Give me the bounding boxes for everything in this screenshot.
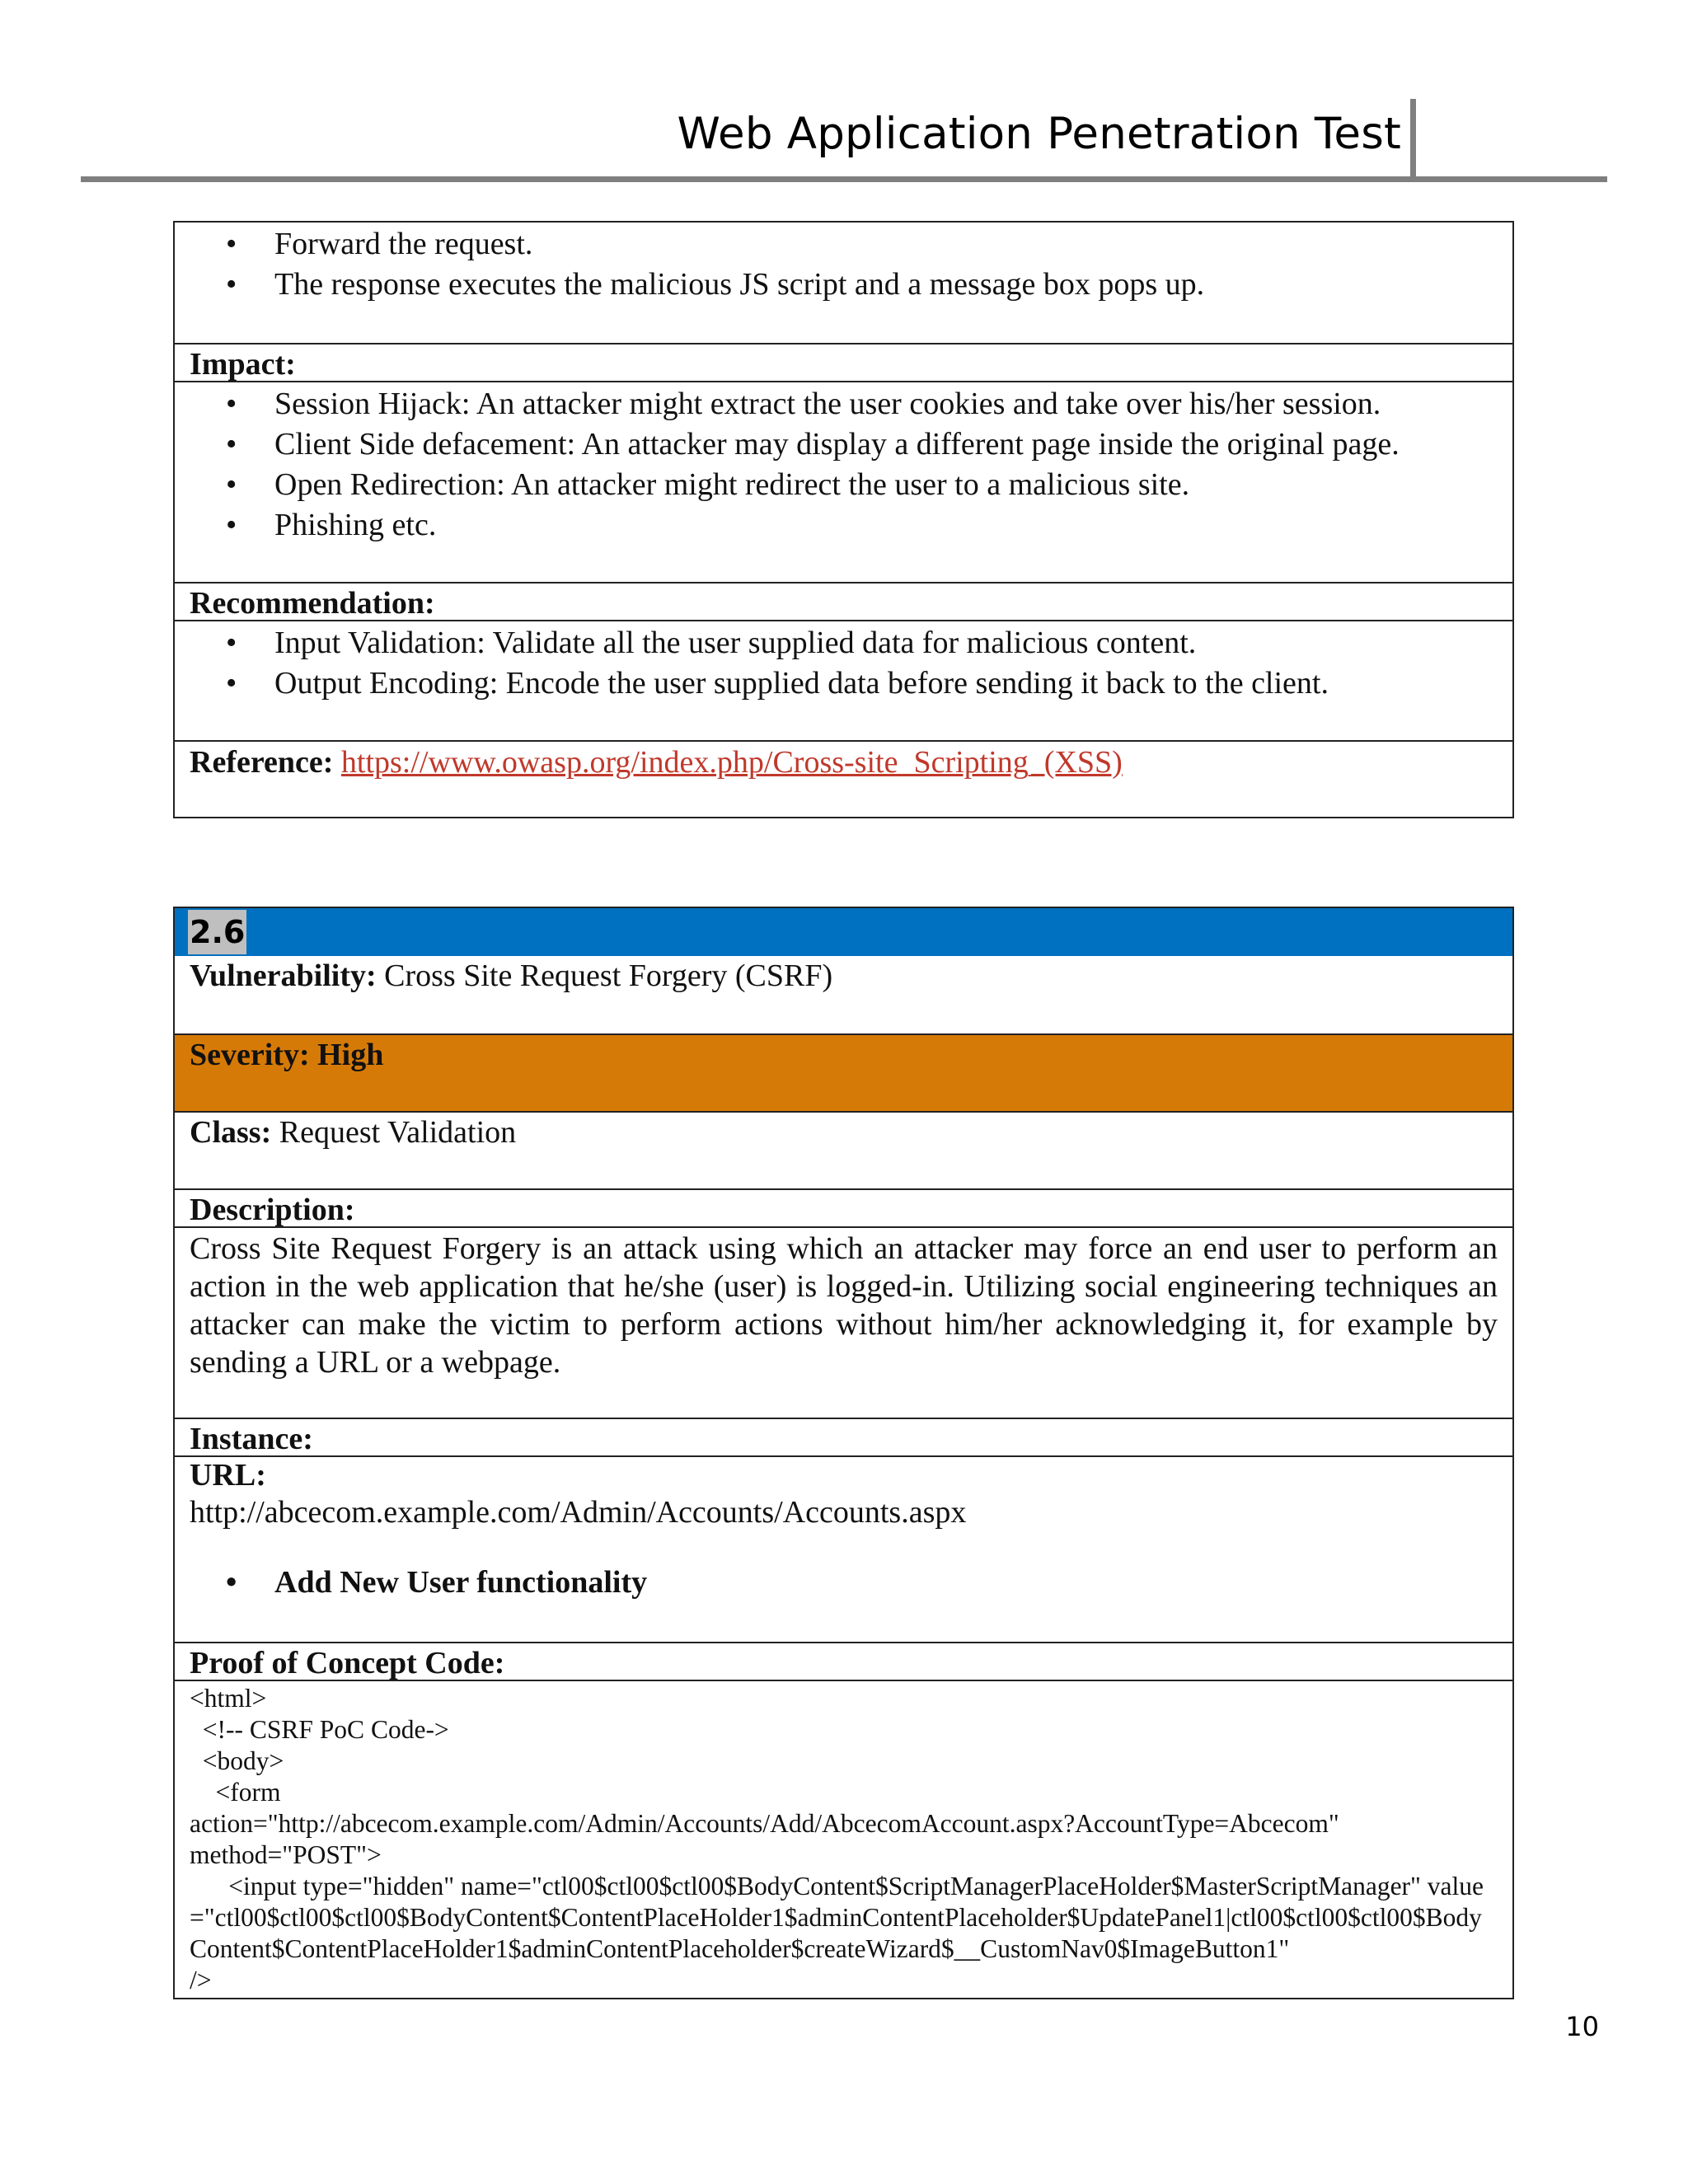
finding-number: 2.6 — [188, 910, 246, 954]
recommendation-cell — [175, 620, 1512, 740]
list-item: • Phishing etc. — [274, 505, 1498, 546]
class-label: Class: — [190, 1115, 272, 1150]
class-value: Request Validation — [279, 1115, 517, 1150]
code-line: <form — [190, 1778, 281, 1807]
class-cell — [175, 1111, 1512, 1188]
reference-link[interactable]: https://www.owasp.org/index.php/Cross-site_Scripting_(XSS) — [340, 745, 1123, 780]
recommendation-list — [190, 623, 1498, 704]
code-line: method="POST"> — [190, 1840, 382, 1869]
code-line: <body> — [190, 1746, 284, 1775]
description-text: Cross Site Request Forgery is an attack using which an attacker may force an end user to perform an action in the web application that he/she (user) is logged-in. Utilizing social engineering techniques an attacker can make the victim to perform actions without him/her acknowledging it, for example by sending a URL or a webpage. — [175, 1226, 1512, 1418]
code-line: action="http://abcecom.example.com/Admin/Accounts/Add/AbcecomAccount.aspx?AccountType=Abcecom" — [190, 1809, 1339, 1838]
vulnerability-value: Cross Site Request Forgery (CSRF) — [384, 958, 833, 993]
reference-cell — [175, 740, 1512, 817]
previous-finding-table — [173, 221, 1514, 818]
code-line: <html> — [190, 1684, 267, 1713]
finding-number-bar — [175, 908, 1512, 956]
header-vertical-bar — [1410, 99, 1416, 180]
list-item: • The response executes the malicious JS script and a message box pops up. — [274, 265, 1498, 305]
instance-label: Instance: — [175, 1418, 1512, 1455]
page-number: 10 — [1565, 2011, 1599, 2042]
list-item: • Input Validation: Validate all the user supplied data for malicious content. — [274, 623, 1498, 663]
steps-cell — [175, 223, 1512, 343]
severity-cell — [175, 1033, 1512, 1111]
finding-table — [173, 907, 1514, 1999]
vulnerability-cell — [175, 956, 1512, 1033]
reference-label: Reference: — [190, 745, 334, 780]
header-rule — [81, 176, 1607, 182]
impact-cell — [175, 381, 1512, 582]
impact-label: Impact: — [175, 343, 1512, 381]
description-label: Description: — [175, 1188, 1512, 1226]
list-item: • Open Redirection: An attacker might redirect the user to a malicious site. — [274, 465, 1498, 505]
list-item: • Client Side defacement: An attacker may display a different page inside the original page. — [274, 424, 1498, 465]
code-line: /> — [190, 1966, 212, 1994]
severity-text: Severity: High — [190, 1038, 384, 1072]
vulnerability-label: Vulnerability: — [190, 958, 377, 993]
list-item: • Forward the request. — [274, 224, 1498, 265]
instance-list — [190, 1563, 1498, 1603]
poc-code — [175, 1680, 1512, 1998]
list-item: • Session Hijack: An attacker might extract the user cookies and take over his/her session. — [274, 384, 1498, 424]
page-header-title: Web Application Penetration Test — [677, 109, 1401, 159]
code-line: <input type="hidden" name="ctl00$ctl00$ctl00$BodyContent$ScriptManagerPlaceHolder$MasterScriptManager" value="ctl00$ctl00$ctl00$BodyContent$ContentPlaceHolder1$adminContentPlaceholder$UpdatePanel1|ctl00$ctl00$ctl00$BodyContent$ContentPlaceHolder1$adminContentPlaceholder$createWizard$__CustomNav0$ImageButton1" — [190, 1872, 1484, 1963]
list-item: • Add New User functionality — [274, 1563, 1498, 1603]
poc-label: Proof of Concept Code: — [175, 1642, 1512, 1680]
instance-cell — [175, 1455, 1512, 1642]
code-line: <!-- CSRF PoC Code-> — [190, 1715, 449, 1744]
recommendation-label: Recommendation: — [175, 582, 1512, 620]
url-label: URL: — [190, 1458, 266, 1493]
steps-list — [190, 224, 1498, 305]
list-item: • Output Encoding: Encode the user supplied data before sending it back to the client. — [274, 663, 1498, 704]
impact-list — [190, 384, 1498, 546]
url-value: http://abcecom.example.com/Admin/Accounts/Accounts.aspx — [190, 1495, 967, 1530]
